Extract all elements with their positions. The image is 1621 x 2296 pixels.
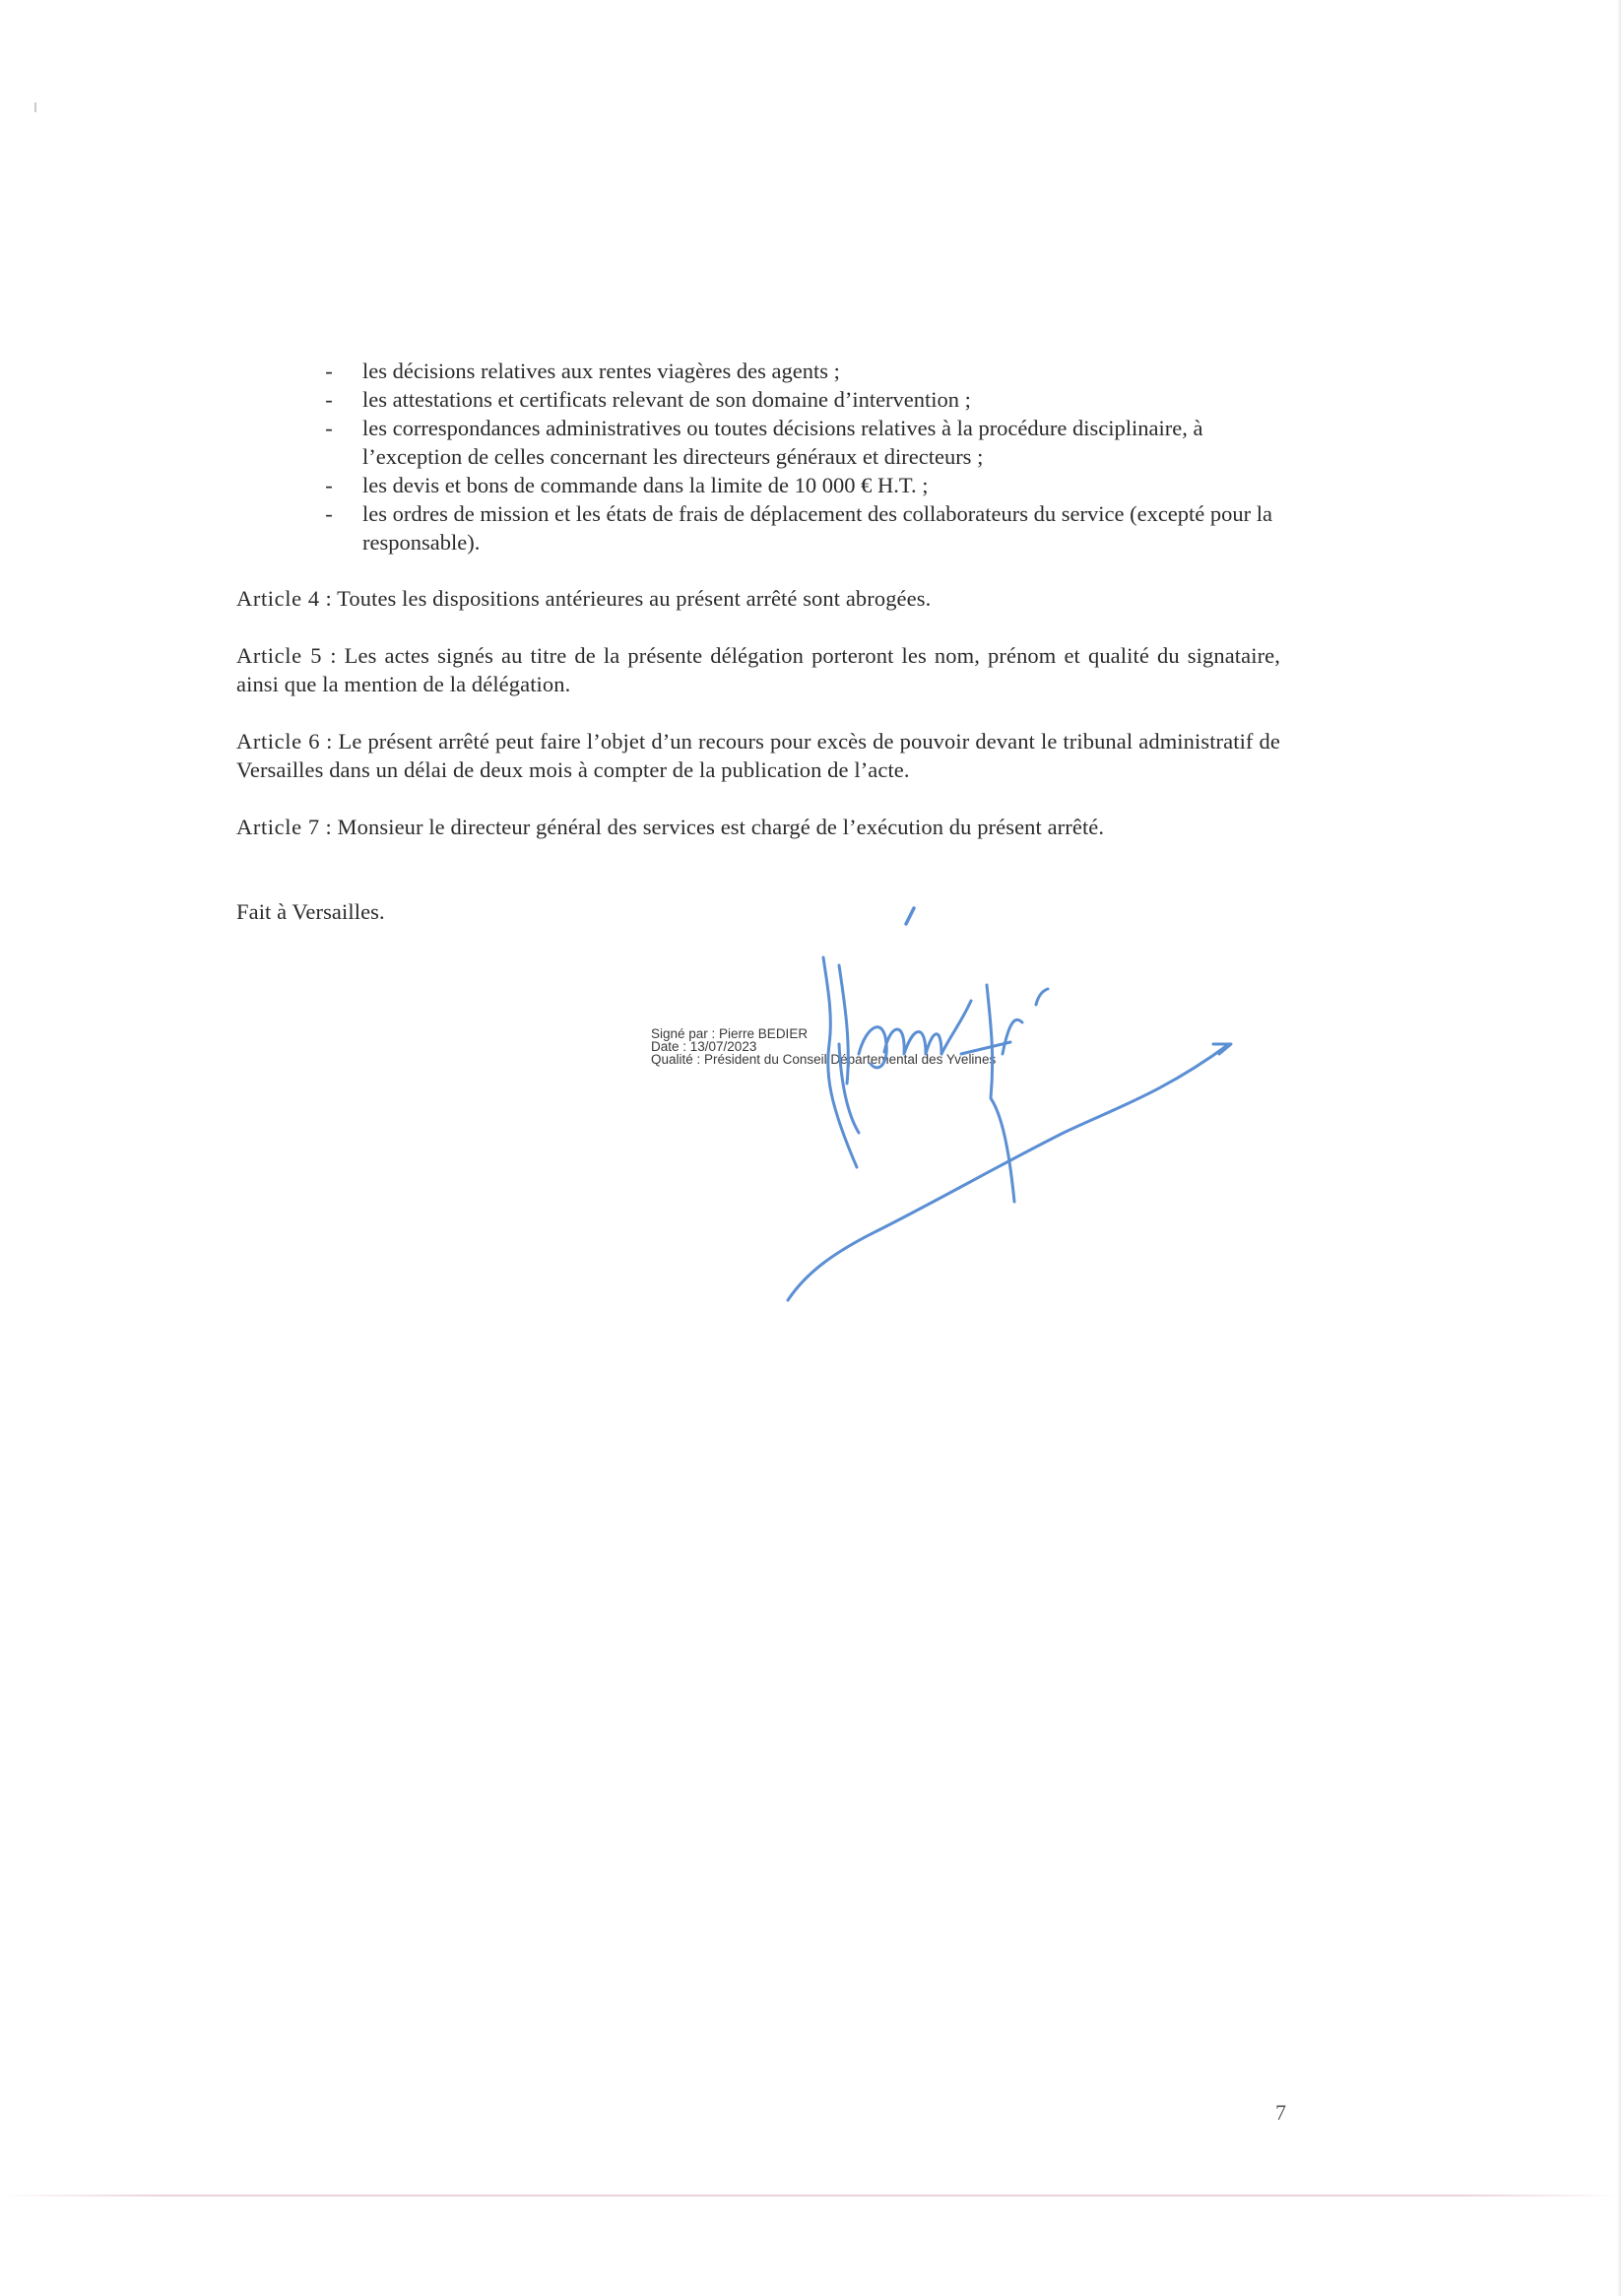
document-body <box>236 357 1280 954</box>
article-text: : Monsieur le directeur général des services est chargé de l’exécution du présent arrêté. <box>319 815 1105 839</box>
article-label: Article 7 <box>236 815 320 839</box>
article-7 <box>236 813 1280 841</box>
list-item: - les devis et bons de commande dans la limite de 10 000 € H.T. ; <box>236 471 1280 499</box>
article-6 <box>236 727 1280 784</box>
list-item: - les ordres de mission et les états de frais de déplacement des collaborateurs du service (excepté pour la responsable). <box>236 499 1280 557</box>
article-label: Article 6 <box>236 729 321 754</box>
bullet-marker: - <box>325 473 333 497</box>
closing-place: Fait à Versailles. <box>236 899 385 924</box>
article-label: Article 4 <box>236 586 320 611</box>
list-item: - les décisions relatives aux rentes viagères des agents ; <box>236 357 1280 385</box>
article-label: Article 5 <box>236 643 323 668</box>
article-5 <box>236 641 1280 698</box>
bullet-marker: - <box>325 387 333 412</box>
page-footer-rule <box>0 2195 1621 2197</box>
delegation-list <box>236 357 1280 557</box>
list-item: - les correspondances administratives ou toutes décisions relatives à la procédure disciplinaire, à l’exception de celles concernant les directeurs généraux et directeurs ; <box>236 414 1280 471</box>
signature-quality: Qualité : Président du Conseil Départemental des Yvelines <box>651 1052 997 1067</box>
page-number: 7 <box>1275 2100 1286 2125</box>
scan-speck <box>34 102 36 112</box>
bullet-marker: - <box>325 501 333 526</box>
signed-by: Signé par : Pierre BEDIER <box>651 1026 809 1041</box>
page-edge <box>1617 0 1621 2296</box>
article-4 <box>236 584 1280 613</box>
bullet-marker: - <box>325 416 333 440</box>
list-item: - les attestations et certificats relevant de son domaine d’intervention ; <box>236 385 1280 414</box>
article-text: : Toutes les dispositions antérieures au présent arrêté sont abrogées. <box>319 586 932 611</box>
article-text: : Le présent arrêté peut faire l’objet d’un recours pour excès de pouvoir devant le tribunal administratif de Versailles dans un délai de deux mois à compter de la publication de l’acte. <box>236 729 1280 782</box>
signature-date: Date : 13/07/2023 <box>651 1039 757 1054</box>
handwritten-signature <box>768 906 1241 1320</box>
article-text: : Les actes signés au titre de la présente délégation porteront les nom, prénom et qualité du signataire, ainsi que la mention de la délégation. <box>236 643 1280 696</box>
bullet-marker: - <box>325 359 333 383</box>
